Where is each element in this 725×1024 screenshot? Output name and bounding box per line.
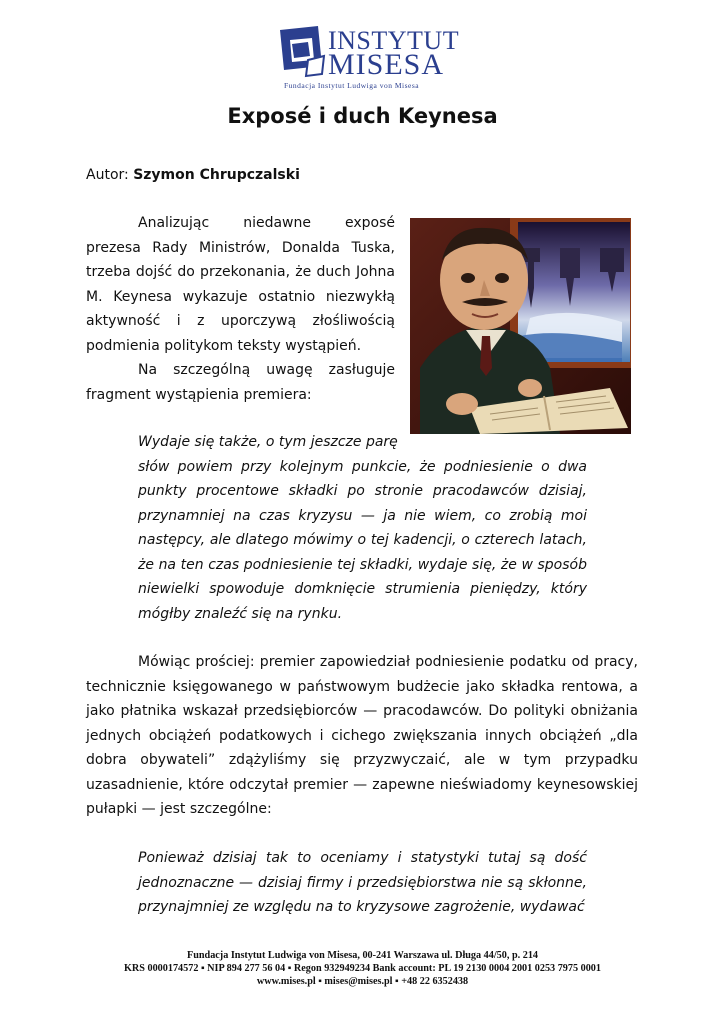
author-name: Szymon Chrupczalski bbox=[133, 167, 300, 183]
quote-1-first-line: Wydaje się także, o tym jeszcze parę bbox=[138, 434, 398, 450]
quote-1-body: słów powiem przy kolejnym punkcie, że podniesienie o dwa punkty procentowe składki po stronie pracodawców dzisiaj, przynamniej na czas kryzysu — ja nie wiem, co zrobią moi następcy, ale dlatego mówimy o tej kadencji, o czterech latach, że na ten czas podniesienie tej składki, wydaje się, że w sposób niewielki spowoduje domknięcie strumienia pieniędzy, który mógłby znaleźć się na rynku. bbox=[138, 458, 587, 622]
logo-subtitle: Fundacja Instytut Ludwiga von Misesa bbox=[284, 81, 420, 90]
body-paragraph: Mówiąc prościej: premier zapowiedział podniesienie podatku od pracy, technicznie księgowanego w państwowym budżecie jako składka rentowa, a jako płatnika wskazał przedsiębiorców — pracodawców. Do polityki obniżania jednych obciążeń podatkowych i cichego zwiększania innych obciążeń „dla dobra obywateli” zdążyliśmy się przyzwyczaić, ale w tym przypadku uzasadnienie, które odczytał premier — zapewne nieświadomy keynesowskiej pułapki — jest szczególne: bbox=[86, 654, 638, 817]
article-title: Exposé i duch Keynesa bbox=[227, 104, 498, 128]
intro-text bbox=[86, 211, 395, 407]
logo-line2: MISESA bbox=[328, 48, 445, 81]
intro-paragraph-1: Analizując niedawne exposé prezesa Rady Ministrów, Donalda Tuska, trzeba dojść do przekonania, że duch Johna M. Keynesa wykazuje ostatnio niezwykłą aktywność i z uporczywą złośliwością podmienia politykom teksty wystąpień. bbox=[86, 215, 395, 354]
institute-logo bbox=[278, 26, 460, 92]
footer-address: Fundacja Instytut Ludwiga von Misesa, 00-241 Warszawa ul. Długa 44/50, p. 214 bbox=[186, 950, 539, 961]
intro-paragraph-2: Na szczególną uwagę zasługuje fragment wystąpienia premiera: bbox=[86, 362, 395, 403]
quote-1 bbox=[138, 430, 587, 626]
body-text bbox=[86, 650, 638, 822]
author-line bbox=[86, 167, 300, 183]
logo-line1: INSTYTUT bbox=[328, 26, 460, 55]
author-label: Autor: bbox=[86, 167, 129, 183]
page-footer bbox=[0, 949, 725, 988]
quote-2: Ponieważ dzisiaj tak to oceniamy i statystyki tutaj są dość jednoznaczne — dzisiaj firmy i przedsiębiorstwa nie są skłonne, przynajmniej ze względu na to kryzysowe zagrożenie, wydawać bbox=[138, 850, 587, 915]
footer-contact: www.mises.pl ▪ mises@mises.pl ▪ +48 22 6352438 bbox=[256, 976, 469, 987]
logo-emblem-icon bbox=[278, 26, 326, 78]
footer-registration: KRS 0000174572 ▪ NIP 894 277 56 04 ▪ Regon 932949234 Bank account: PL 19 2130 0004 2001 0253 7975 0001 bbox=[123, 963, 601, 974]
keynes-portrait-image bbox=[410, 218, 631, 434]
